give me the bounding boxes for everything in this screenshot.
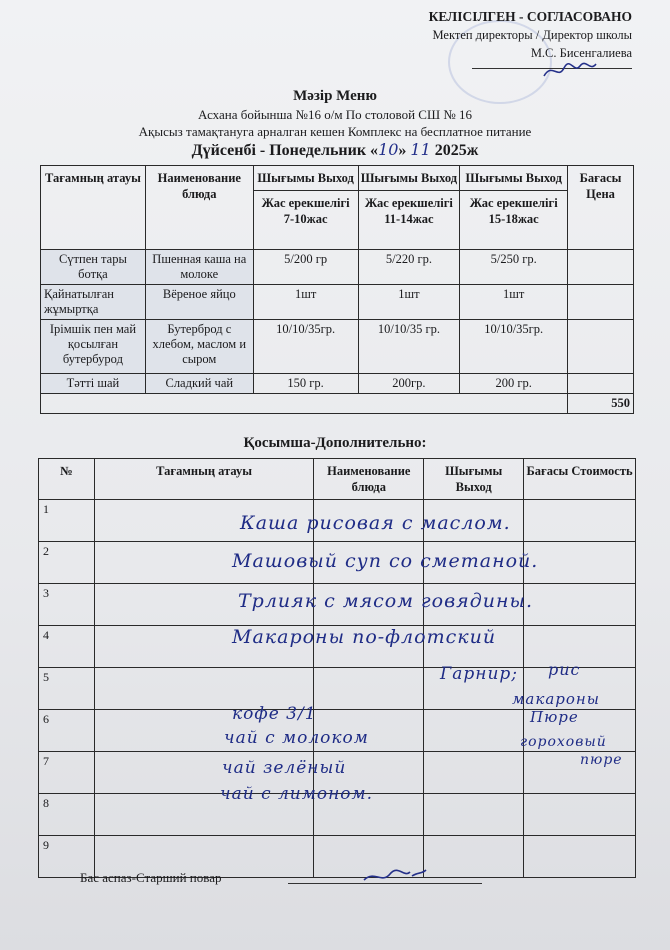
row-number: 3 (39, 584, 95, 626)
output-11-14: 200гр. (358, 374, 460, 394)
total-row (41, 394, 634, 414)
director-signature (540, 58, 600, 82)
output-11-14: 5/220 гр. (358, 250, 460, 285)
age-group-1: Жас ерекшелігі 7-10жас (253, 191, 358, 250)
row-number: 8 (39, 794, 95, 836)
day-prefix: Дүйсенбі - Понедельник « (191, 142, 379, 159)
table-row (41, 320, 634, 374)
output-7-10: 10/10/35гр. (253, 320, 358, 374)
complex-line: Ақысыз тамақтануга арналган кешен Комплекс на бесплатное питание (138, 124, 532, 139)
handwritten-line-3: Трлияк с мясом говядины. (238, 590, 534, 612)
output-7-10: 150 гр. (253, 374, 358, 394)
approval-block (429, 8, 632, 70)
output-11-14: 1шт (358, 285, 460, 320)
handwritten-coffee: кофе 3/1 (232, 704, 317, 724)
handwritten-line-4: Макароны по-флотский (232, 626, 497, 648)
row-number: 2 (39, 542, 95, 584)
handwritten-milk-tea: чай с молоком (224, 728, 369, 748)
dish-name-kz: Сүтпен тары ботқа (41, 250, 146, 285)
canteen-line: Асхана бойынша №16 о/м По столовой СШ № 16 (198, 107, 472, 122)
day-mid: » (398, 142, 411, 159)
header-out-1: Шығымы Выход (253, 166, 358, 191)
handwritten-rice: рис (548, 660, 581, 679)
table-row (41, 285, 634, 320)
output-11-14: 10/10/35 гр. (358, 320, 460, 374)
extra-header-name-ru: Наименованиe блюда (314, 459, 424, 500)
output-15-18: 200 гр. (460, 374, 568, 394)
extra-header-name-kz: Тағамның атауы (94, 459, 313, 500)
handwritten-green-tea: чай зелёный (222, 758, 347, 778)
header-out-3: Шығымы Выход (460, 166, 568, 191)
header-price: Бағасы Цена (568, 166, 634, 250)
extra-header-num: № (39, 459, 95, 500)
approval-name: М.С. Бисенгалиева (530, 46, 632, 60)
row-number: 4 (39, 626, 95, 668)
handwritten-pea-puree: пюре (580, 752, 623, 768)
row-number: 9 (39, 836, 95, 878)
handwritten-pea: гороховый (520, 734, 607, 750)
month-number: 11 (410, 140, 431, 159)
age-group-3: Жас ерекшелігі 15-18жас (460, 191, 568, 250)
dish-name-ru: Вёреное яйцо (145, 285, 253, 320)
dish-name-kz: Қайнатылған жұмыртқа (41, 285, 146, 320)
table-row (41, 374, 634, 394)
dish-name-ru: Бутерброд с хлебом, маслом и сыром (145, 320, 253, 374)
handwritten-lemon-tea: чай с лимоном. (220, 784, 374, 804)
total-price: 550 (568, 394, 634, 414)
extra-header-row (39, 459, 636, 500)
header-name-kz: Тағамның атауы (41, 166, 146, 250)
table-row (41, 250, 634, 285)
extra-title: Қосымша-Дополнительно: (243, 435, 427, 451)
age-group-2: Жас ерекшелігі 11-14жас (358, 191, 460, 250)
price-cell (568, 320, 634, 374)
handwritten-puree: Пюре (530, 708, 579, 726)
price-cell (568, 374, 634, 394)
day-line (0, 140, 670, 160)
chef-label: Бас аспаз-Старший повар (80, 870, 222, 885)
handwritten-garnish: Гарнир; (440, 664, 519, 684)
price-cell (568, 285, 634, 320)
handwritten-line-1: Каша рисовая с маслом. (240, 512, 511, 534)
total-spacer (41, 394, 568, 414)
row-number: 1 (39, 500, 95, 542)
output-15-18: 5/250 гр. (460, 250, 568, 285)
dish-name-ru: Сладкий чай (145, 374, 253, 394)
day-number: 10 (378, 140, 399, 159)
row-number: 6 (39, 710, 95, 752)
dish-name-kz: Тәтті шай (41, 374, 146, 394)
chef-signature (360, 864, 430, 886)
header-out-2: Шығымы Выход (358, 166, 460, 191)
dish-name-ru: Пшенная каша на молоке (145, 250, 253, 285)
handwritten-pasta: макароны (512, 690, 601, 708)
main-header-row (41, 166, 634, 191)
approval-position: Мектеп директоры / Директор школы (432, 28, 632, 42)
header-name-ru: Наименованиe блюда (145, 166, 253, 250)
row-number: 7 (39, 752, 95, 794)
output-7-10: 5/200 гр (253, 250, 358, 285)
extra-header-price: Бағасы Стоимость (524, 459, 636, 500)
extra-header-out: Шығымы Выход (424, 459, 524, 500)
handwritten-line-2: Машовый суп со сметаной. (232, 550, 539, 572)
main-menu-table (40, 165, 634, 414)
year: 2025ж (430, 142, 479, 159)
output-15-18: 10/10/35гр. (460, 320, 568, 374)
output-15-18: 1шт (460, 285, 568, 320)
row-number: 5 (39, 668, 95, 710)
approval-heading: КЕЛІСІЛГЕН - СОГЛАСОВАНО (428, 9, 632, 24)
price-cell (568, 250, 634, 285)
menu-title: Мәзір Меню (293, 88, 377, 104)
output-7-10: 1шт (253, 285, 358, 320)
dish-name-kz: Ірімшік пен май қосылған бутербурод (41, 320, 146, 374)
